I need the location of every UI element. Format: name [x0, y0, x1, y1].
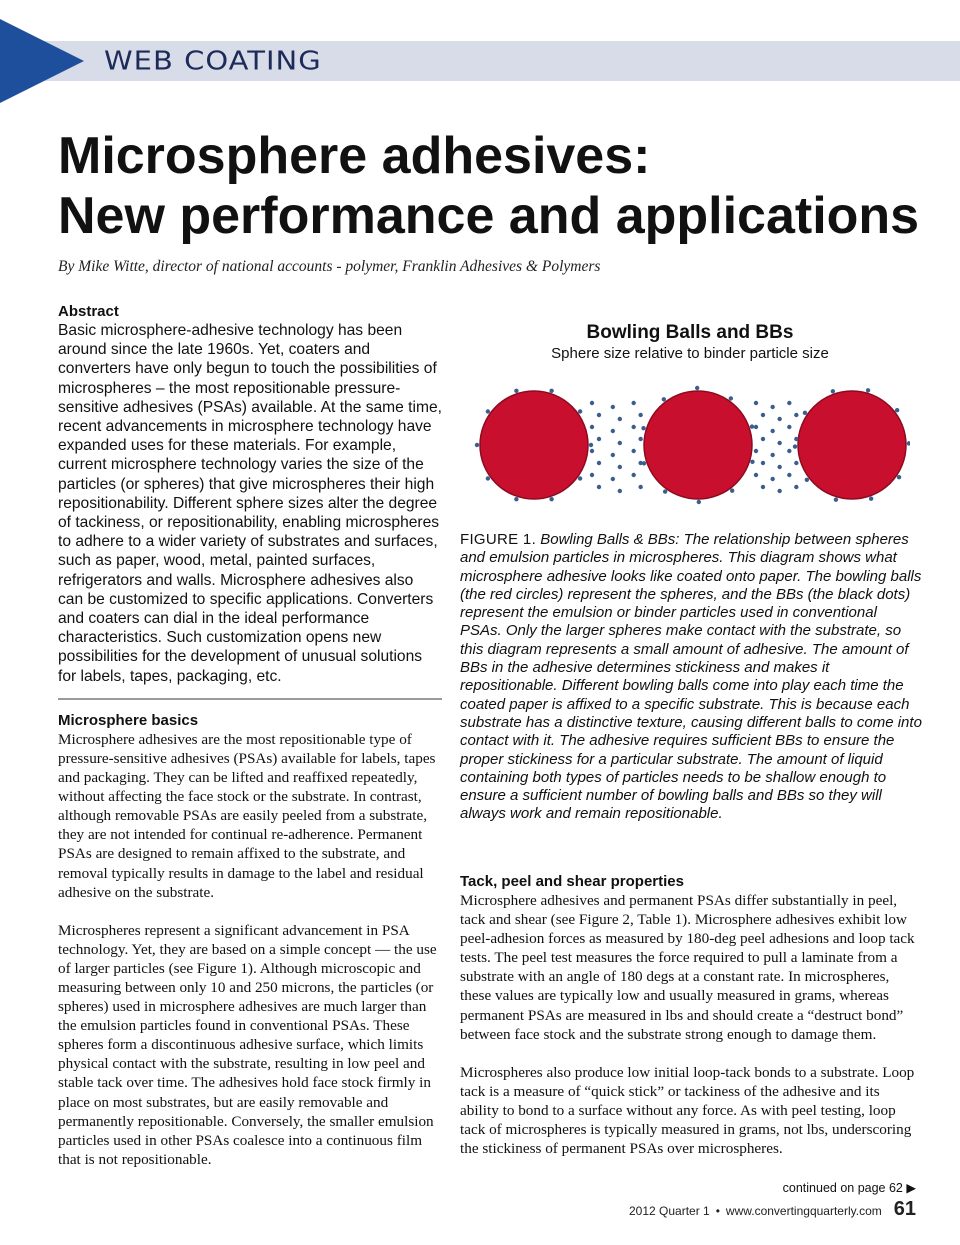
bb-particle: [618, 465, 622, 469]
bb-particle: [549, 389, 553, 393]
bb-particle: [611, 429, 615, 433]
bb-particle: [611, 477, 615, 481]
bb-particle: [597, 437, 601, 441]
bb-particle: [794, 437, 798, 441]
bb-particle: [907, 441, 910, 445]
bb-particle: [631, 401, 635, 405]
bowling-ball-1: [480, 391, 588, 499]
bb-particle: [777, 417, 781, 421]
bowling-ball-2: [644, 391, 752, 499]
bb-particle: [869, 496, 873, 500]
abstract-text: Basic microsphere-adhesive technology has been around since the late 1960s. Yet, coaters and converters have only begun to touch the possibilities of microspheres – the most repositionable pressure-sensitive adhesives (PSAs) available. At the same time, recent advancements in microsphere technology have expanded uses for these materials. For example, current microsphere technology varies the size of the particles (or spheres) that give microspheres their high repositionability. Different sphere sizes alter the degree of tackiness, or repositionability, enabling microspheres to adhere to a wider variety of substrates and surfaces, such as paper, wood, metal, painted surfaces, refrigerators and walls. Microsphere adhesives also can be customized to specific applications. Converters and coaters can dial in the ideal performance characteristics. Such customization opens new possibilities for the development of unusual solutions for labels, tapes, packaging, etc.: [58, 322, 442, 685]
bb-particle: [631, 449, 635, 453]
bb-particle: [695, 386, 699, 390]
bb-particle: [641, 426, 645, 430]
bb-particle: [514, 389, 518, 393]
title-line-2: New performance and applications: [58, 187, 920, 245]
bb-particle: [831, 389, 835, 393]
bb-particle: [590, 449, 594, 453]
bb-particle: [638, 485, 642, 489]
bb-particle: [761, 461, 765, 465]
bb-particle: [794, 461, 798, 465]
bb-particle: [597, 461, 601, 465]
bb-particle: [750, 424, 754, 428]
bb-particle: [754, 401, 758, 405]
tack-paragraph-2: Microspheres also produce low initial loop-tack bonds to a substrate. Loop tack is a measure of “quick stick” or tackiness of the adhesive and its ability to bond to a surface without any force. As with peel testing, loop tack of microspheres is typically measured in grams, not lbs, underscoring the stickiness of permanent PSAs over microspheres.: [460, 1063, 915, 1158]
bb-particle: [697, 500, 701, 504]
figure-title: Bowling Balls and BBs: [586, 322, 794, 343]
bb-particle: [777, 441, 781, 445]
figure-caption: [460, 531, 922, 824]
bb-particle: [730, 488, 734, 492]
bb-particle: [897, 475, 901, 479]
bb-particle: [631, 425, 635, 429]
bb-particle: [787, 401, 791, 405]
bb-particle: [794, 485, 798, 489]
bb-particle: [770, 429, 774, 433]
bb-particle: [618, 489, 622, 493]
bb-particle: [618, 441, 622, 445]
tack-heading: Tack, peel and shear properties: [460, 873, 684, 890]
bb-particle: [578, 476, 582, 480]
bb-particle: [729, 396, 733, 400]
bowling-ball-3: [798, 391, 906, 499]
page-footer: [629, 1198, 916, 1221]
bb-particle: [590, 401, 594, 405]
bb-particle: [895, 408, 899, 412]
bb-particle: [777, 489, 781, 493]
bb-particle: [638, 413, 642, 417]
footer-url[interactable]: www.convertingquarterly.com: [725, 1204, 882, 1218]
bb-particle: [618, 417, 622, 421]
bb-particle: [578, 409, 582, 413]
section-divider: [58, 698, 442, 700]
footer-separator: •: [715, 1204, 720, 1218]
section-label: WEB COATING: [104, 45, 322, 76]
bb-particle: [638, 437, 642, 441]
bb-particle: [793, 444, 797, 448]
bb-particle: [475, 443, 479, 447]
bowling-balls-diagram: [470, 385, 910, 505]
article-title: [58, 126, 938, 246]
bb-particle: [611, 405, 615, 409]
right-column: [460, 872, 920, 1158]
bb-particle: [597, 413, 601, 417]
header-triangle-icon: [0, 19, 84, 103]
bb-particle: [514, 497, 518, 501]
bb-particle: [662, 397, 666, 401]
bb-particle: [805, 478, 809, 482]
continued-text: continued on page 62: [782, 1181, 903, 1195]
basics-heading: Microsphere basics: [58, 711, 199, 729]
bb-particle: [834, 497, 838, 501]
left-column: [58, 302, 442, 1169]
figure-subtitle: Sphere size relative to binder particle size: [551, 345, 829, 362]
byline: By Mike Witte, director of national accounts - polymer, Franklin Adhesives & Polymers: [58, 258, 601, 275]
abstract-heading: Abstract: [58, 303, 119, 320]
bb-particle: [787, 425, 791, 429]
bb-particle: [761, 485, 765, 489]
bb-particle: [770, 405, 774, 409]
bb-particle: [761, 413, 765, 417]
bb-particle: [486, 476, 490, 480]
bb-particle: [794, 413, 798, 417]
bb-particle: [803, 411, 807, 415]
bb-particle: [787, 473, 791, 477]
bb-particle: [590, 425, 594, 429]
bb-particle: [638, 461, 642, 465]
bb-particle: [754, 449, 758, 453]
figure-caption-text: Bowling Balls & BBs: The relationship between spheres and emulsion particles in microspheres. This diagram shows what microsphere adhesive looks like coated onto paper. The bowling balls (the red circles) represent the spheres, and the BBs (the black dots) represent the emulsion or binder particles used in conventional PSAs. Only the larger spheres make contact with the substrate, so this diagram represents a small amount of adhesive. The amount of BBs in the adhesive determines stickiness and makes it repositionable. Different bowling balls come into play each time the coated paper is affixed to a specific substrate. This is because each substrate has a distinctive texture, causing different balls to come into contact with it. The adhesive requires sufficient BBs to ensure the proper stickiness for a particular substrate. The amount of liquid containing both types of particles needs to be shallow enough to ensure a sufficient number of bowling balls and BBs so they will always work and remain repositionable.: [460, 531, 922, 823]
page-number: 61: [893, 1198, 916, 1220]
bb-particle: [866, 388, 870, 392]
arrow-right-icon: ▶: [906, 1181, 916, 1195]
bb-particle: [777, 465, 781, 469]
issue-label: 2012 Quarter 1: [628, 1204, 710, 1218]
bb-particle: [770, 453, 774, 457]
title-line-1: Microsphere adhesives:: [58, 127, 651, 185]
bb-particle: [611, 453, 615, 457]
bb-particle: [549, 497, 553, 501]
bb-particle: [663, 489, 667, 493]
bb-particle: [597, 485, 601, 489]
basics-paragraph-2: Microspheres represent a significant advancement in PSA technology. Yet, they are based on a simple concept — the use of larger particles (see Figure 1). Although microscopic and measuring between only 10 and 250 microns, the particles (or spheres) used in microsphere adhesives are much larger than the emulsion particles found in conventional PSAs. These spheres form a discontinuous adhesive surface, which limits physical contact with the substrate, resulting in low peel and stable tack over time. The adhesives hold face stock firmly in place on most substrates, but are easily removable and permanently repositionable. Conversely, the smaller emulsion particles used in other PSAs coalesce into a continuous film that is not repositionable.: [58, 921, 437, 1168]
bb-particle: [486, 409, 490, 413]
bb-particle: [590, 473, 594, 477]
bb-particle: [761, 437, 765, 441]
continued-link[interactable]: [783, 1180, 916, 1195]
basics-paragraph-1: Microsphere adhesives are the most repositionable type of pressure-sensitive adhesives (PSAs) available for labels, tapes and packaging. They can be lifted and reaffixed repeatedly, without affecting the face stock or the substrate. In contrast, although removable PSAs are easily peeled from a substrate, they are not intended for continual re-adherence. Permanent PSAs are designed to remain affixed to the substrate, and removal typically results in damage to the label and residual adhesive on the substrate.: [58, 730, 436, 901]
bb-particle: [589, 443, 593, 447]
bb-particle: [770, 477, 774, 481]
bb-particle: [750, 460, 754, 464]
bb-particle: [631, 473, 635, 477]
figure-label: FIGURE 1.: [460, 531, 537, 548]
bb-particle: [754, 473, 758, 477]
bb-particle: [754, 425, 758, 429]
bb-particle: [787, 449, 791, 453]
tack-paragraph-1: Microsphere adhesives and permanent PSAs differ substantially in peel, tack and shear (see Figure 2, Table 1). Microsphere adhesives exhibit low peel-adhesion forces as measured by 180-deg peel adhesions and loop tack tests. The peel test measures the force required to pull a laminate from a substrate with an angle of 180 degs at a constant rate. In microspheres, these values are typically low and usually measured in grams, whereas permanent PSAs are measured in lbs and should create a “destruct bond” between face stock and the substrate strong enough to damage them.: [460, 892, 915, 1043]
